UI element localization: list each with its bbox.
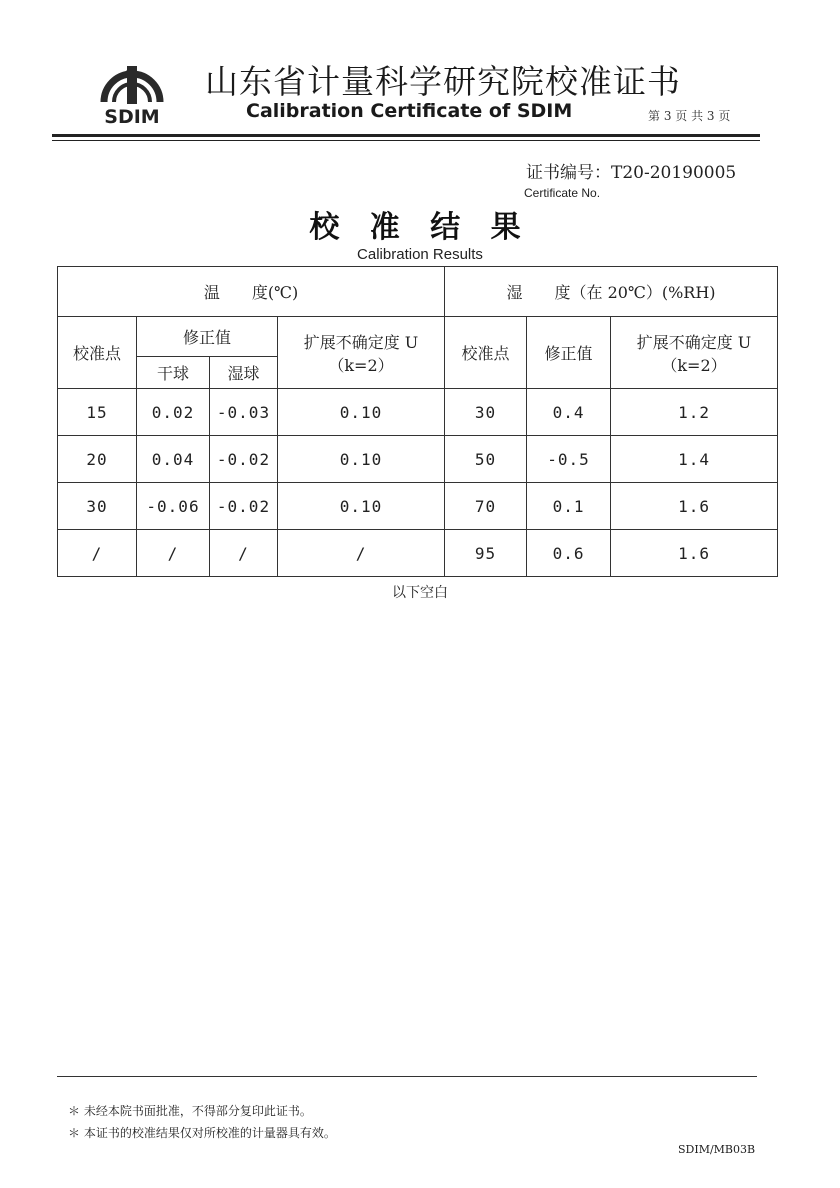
humid-correction-cell: 0.4 — [527, 389, 611, 436]
footer-rule — [57, 1076, 757, 1077]
temp-cal-point-cell: 20 — [58, 436, 137, 483]
sdim-logo — [96, 56, 168, 130]
temp-cal-point-header: 校准点 — [58, 317, 137, 389]
humid-uncertainty-cell: 1.6 — [611, 483, 778, 530]
sdim-emblem-icon — [96, 56, 168, 108]
humid-correction-cell: 0.6 — [527, 530, 611, 577]
results-title-en: Calibration Results — [357, 246, 483, 263]
table-group-header-row — [58, 267, 778, 317]
certificate-number — [526, 158, 736, 183]
temp-uncertainty-header — [278, 317, 445, 389]
humid-uncertainty-cell: 1.2 — [611, 389, 778, 436]
certificate-title-cn: 山东省计量科学研究院校准证书 — [205, 62, 681, 101]
table-row — [58, 389, 778, 436]
temp-uncertainty-cell: 0.10 — [278, 389, 445, 436]
dry-bulb-header: 干球 — [137, 357, 210, 389]
wet-bulb-cell: -0.02 — [210, 483, 278, 530]
results-title-cn: 校 准 结 果 — [309, 210, 531, 245]
humid-uncertainty-cell: 1.6 — [611, 530, 778, 577]
temp-uncertainty-cell: / — [278, 530, 445, 577]
certificate-title-en: Calibration Certificate of SDIM — [246, 100, 573, 122]
dry-bulb-cell: -0.06 — [137, 483, 210, 530]
humid-cal-point-header: 校准点 — [445, 317, 527, 389]
humid-correction-cell: -0.5 — [527, 436, 611, 483]
wet-bulb-cell: -0.02 — [210, 436, 278, 483]
temp-cal-point-cell: 15 — [58, 389, 137, 436]
certificate-number-label-en: Certificate No. — [524, 186, 601, 200]
humid-uncertainty-line2: （k=2） — [661, 355, 727, 375]
notice-no-partial-copy: ＊ 未经本院书面批准，不得部分复印此证书。 — [68, 1104, 312, 1118]
page-indicator: 第 3 页 共 3 页 — [648, 109, 731, 123]
header-rule — [52, 134, 760, 137]
humid-correction-cell: 0.1 — [527, 483, 611, 530]
wet-bulb-cell: / — [210, 530, 278, 577]
table-row — [58, 483, 778, 530]
dry-bulb-cell: / — [137, 530, 210, 577]
temp-uncertainty-cell: 0.10 — [278, 436, 445, 483]
temp-uncertainty-line1: 扩展不确定度 U — [303, 332, 419, 352]
temp-uncertainty-cell: 0.10 — [278, 483, 445, 530]
certificate-number-label: 证书编号： — [526, 163, 611, 183]
table-row — [58, 530, 778, 577]
temperature-group-header: 温 度(℃) — [58, 267, 445, 317]
dry-bulb-cell: 0.04 — [137, 436, 210, 483]
form-code: SDIM/MB03B — [678, 1143, 756, 1156]
humid-correction-header: 修正值 — [527, 317, 611, 389]
blank-below-note: 以下空白 — [392, 585, 448, 601]
temp-uncertainty-line2: （k=2） — [328, 355, 394, 375]
humid-uncertainty-header — [611, 317, 778, 389]
notice-validity: ＊ 本证书的校准结果仅对所校准的计量器具有效。 — [68, 1126, 336, 1140]
temp-cal-point-cell: / — [58, 530, 137, 577]
wet-bulb-cell: -0.03 — [210, 389, 278, 436]
calibration-results-table — [57, 266, 778, 577]
wet-bulb-header: 湿球 — [210, 357, 278, 389]
table-row — [58, 436, 778, 483]
humid-cal-point-cell: 50 — [445, 436, 527, 483]
logo-text: SDIM — [104, 106, 160, 128]
header-rule-thin — [52, 140, 760, 141]
humidity-group-header: 湿 度（在 20℃）(%RH) — [445, 267, 778, 317]
temp-cal-point-cell: 30 — [58, 483, 137, 530]
humid-cal-point-cell: 95 — [445, 530, 527, 577]
humid-uncertainty-line1: 扩展不确定度 U — [636, 332, 752, 352]
certificate-number-value: T20-20190005 — [611, 163, 737, 183]
humid-cal-point-cell: 30 — [445, 389, 527, 436]
table-column-header-row — [58, 317, 778, 357]
dry-bulb-cell: 0.02 — [137, 389, 210, 436]
humid-cal-point-cell: 70 — [445, 483, 527, 530]
temp-correction-header: 修正值 — [137, 317, 278, 357]
humid-uncertainty-cell: 1.4 — [611, 436, 778, 483]
